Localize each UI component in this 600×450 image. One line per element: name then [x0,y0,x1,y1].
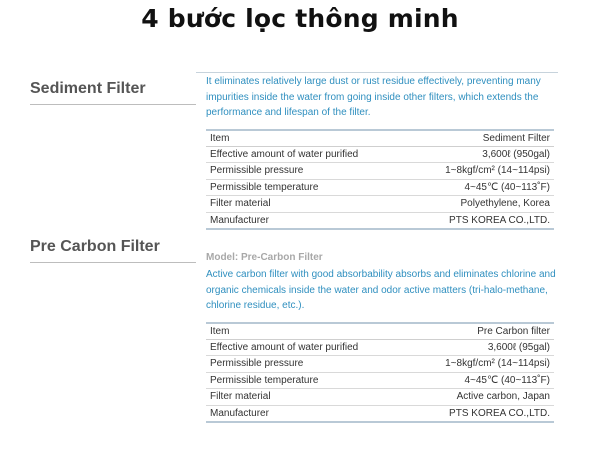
spec-key: Item [206,323,408,340]
model-label: Model: Pre-Carbon Filter [206,252,323,263]
section-description: Active carbon filter with good absorbability absorbs and eliminates chlorine and organic chemicals inside the water and odor active matters (tri-halo-methane, chlorine residue, etc.). [206,269,556,311]
spec-key: Effective amount of water purified [206,146,408,163]
spec-value: 3,600ℓ (95gal) [408,339,554,356]
table-row [206,405,554,422]
spec-key: Effective amount of water purified [206,339,408,356]
table-row [206,130,554,147]
spec-key: Manufacturer [206,212,408,229]
table-row [206,356,554,373]
spec-key: Permissible pressure [206,163,408,180]
spec-value: 3,600ℓ (950gal) [408,146,554,163]
spec-value: 4~45℃ (40~113˚F) [408,179,554,196]
table-row [206,163,554,180]
spec-table [206,129,554,230]
sediment-filter-block [206,74,562,230]
spec-key: Filter material [206,389,408,406]
section-label-pre-carbon: Pre Carbon Filter [30,238,196,263]
spec-value: 1~8kgf/cm² (14~114psi) [408,163,554,180]
top-divider [196,72,558,73]
table-row [206,179,554,196]
spec-value: 4~45℃ (40~113˚F) [408,372,554,389]
spec-value: 1~8kgf/cm² (14~114psi) [408,356,554,373]
spec-key: Filter material [206,196,408,213]
spec-table [206,322,554,423]
spec-key: Permissible temperature [206,179,408,196]
spec-value: Active carbon, Japan [408,389,554,406]
table-row [206,196,554,213]
spec-value: Polyethylene, Korea [408,196,554,213]
table-row [206,389,554,406]
pre-carbon-filter-block [206,251,562,423]
spec-key: Permissible pressure [206,356,408,373]
spec-key: Item [206,130,408,147]
table-row [206,212,554,229]
spec-value: Pre Carbon filter [408,323,554,340]
spec-value: PTS KOREA CO.,LTD. [408,212,554,229]
spec-value: Sediment Filter [408,130,554,147]
table-row [206,372,554,389]
section-label-sediment: Sediment Filter [30,80,196,105]
table-row [206,323,554,340]
spec-key: Permissible temperature [206,372,408,389]
section-description: It eliminates relatively large dust or rust residue effectively, preventing many impurities inside the water from going inside other filters, which extends the performance and lifespan of the filter. [206,76,541,118]
spec-value: PTS KOREA CO.,LTD. [408,405,554,422]
spec-key: Manufacturer [206,405,408,422]
table-row [206,339,554,356]
table-row [206,146,554,163]
page-title: 4 bước lọc thông minh [141,4,459,33]
